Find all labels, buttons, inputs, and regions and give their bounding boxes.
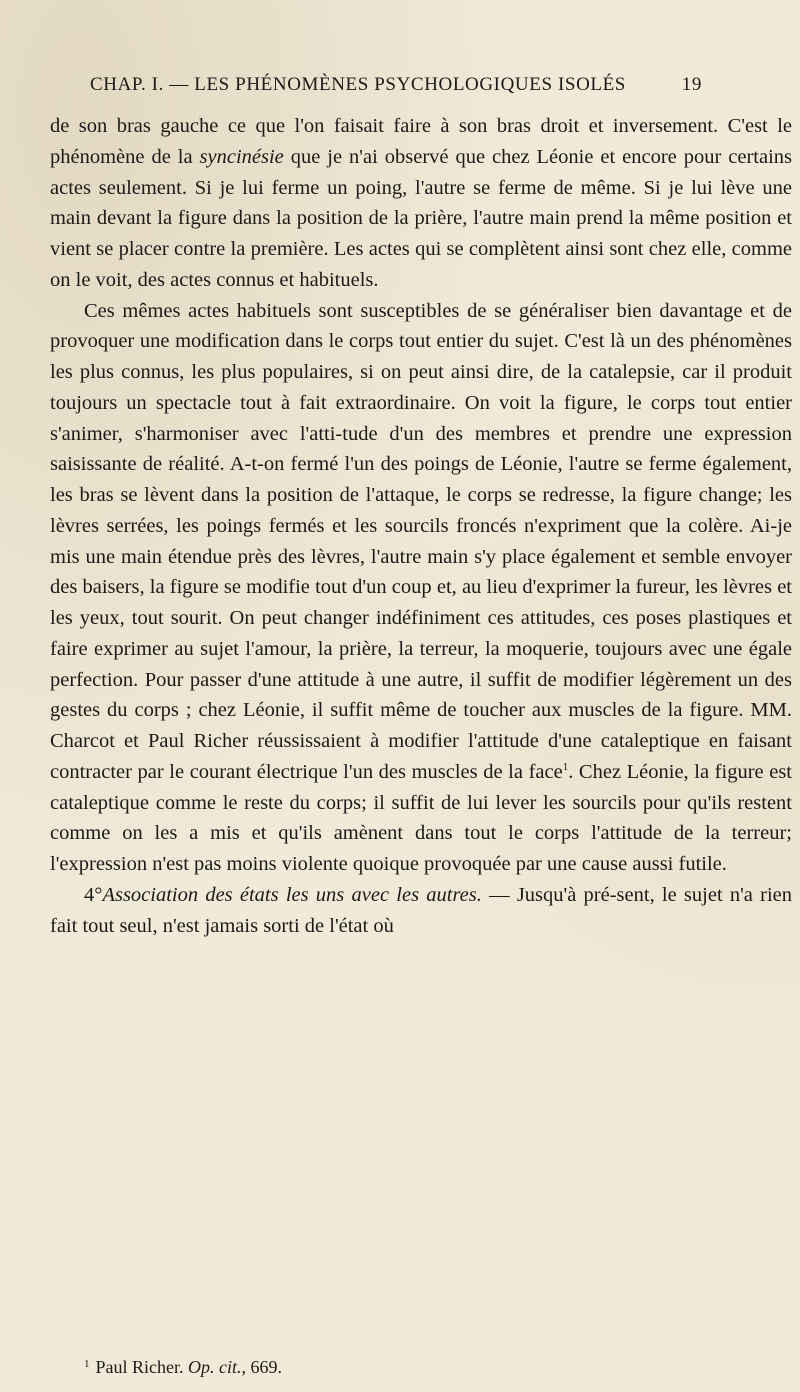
paragraph-1 [50,111,792,296]
paragraph-2 [50,296,792,880]
footnote-author: Paul Richer. [95,1357,184,1377]
term-syncinesie: syncinésie [199,145,284,168]
body-text [50,111,792,941]
paragraph-3 [50,880,792,942]
footnote [84,1357,684,1378]
footnote-page: , 669. [241,1357,282,1377]
section-title: Association des états les uns avec les autres. [102,883,482,906]
running-title: CHAP. I. — LES PHÉNOMÈNES PSYCHOLOGIQUES ISOLÉS [90,74,626,95]
paragraph-2-start: Ces mêmes actes habituels sont susceptibles de se généraliser bien davantage et de provoquer une modification dans le corps tout entier du sujet. C'est là un des phénomènes les plus connus, les plus populaires, si on peut ainsi dire, de la catalepsie, car il produit toujours un spectacle tout à fait extraordinaire. On voit la figure, le corps tout entier s'animer, s'harmoniser avec l'atti-tude d'un des membres et prendre une expression saisissante de réalité. A-t-on fermé l'un des poings de Léonie, l'autre se ferme également, les bras se lèvent dans la position de l'attaque, le corps se redresse, la figure change; les lèvres serrées, les poings fermés et les sourcils froncés n'expriment que la colère. Ai-je mis une main étendue près des lèvres, l'autre main s'y place également et semble envoyer des baisers, la figure se modifie tout d'un coup et, au lieu d'exprimer la fureur, les lèvres et les yeux, tout sourit. On peut changer indéfiniment ces attitudes, ces poses plastiques et faire exprimer au sujet l'amour, la prière, la terreur, la moquerie, toujours avec une égale perfection. Pour passer d'une attitude à une autre, il suffit de modifier légèrement un des gestes du corps ; chez Léonie, il suffit même de toucher aux muscles de la figure. MM. Charcot et Paul Richer réussissaient à modifier l'attitude d'une cataleptique en faisant contracter par le courant électrique l'un des muscles de la face [50,299,792,783]
footnote-ref: Op. cit. [188,1357,242,1377]
paragraph-2-end: . Chez Léonie, la figure est cataleptique comme le reste du corps; il suffit de lui lever les sourcils pour qu'ils restent comme on les a mis et qu'ils amènent dans tout le corps l'attitude de la terreur; l'expression n'est pas moins violente quoique provoquée par une cause aussi futile. [50,760,792,875]
footnote-mark: 1 [84,1358,90,1370]
paragraph-1-rest: que je n'ai observé que chez Léonie et encore pour certains actes seulement. Si je lui ferme un poing, l'autre se ferme de même. Si je lui lève une main devant la figure dans la position de la prière, l'autre main prend la même position et vient se placer contre la première. Les actes qui se complètent ainsi sont chez elle, comme on le voit, des actes connus et habituels. [50,145,793,291]
footnote-reference: 1 [562,760,569,773]
paragraph-1-start: de son bras gauche ce que l'on faisait faire à son bras droit et inversement. C'est le phénomène de la [50,115,792,168]
page-number: 19 [681,74,702,95]
section-number: 4° [84,883,103,906]
paragraph-3-text: — Jusqu'à pré-sent, le sujet n'a rien fait tout seul, n'est jamais sorti de l'état où [50,883,792,937]
